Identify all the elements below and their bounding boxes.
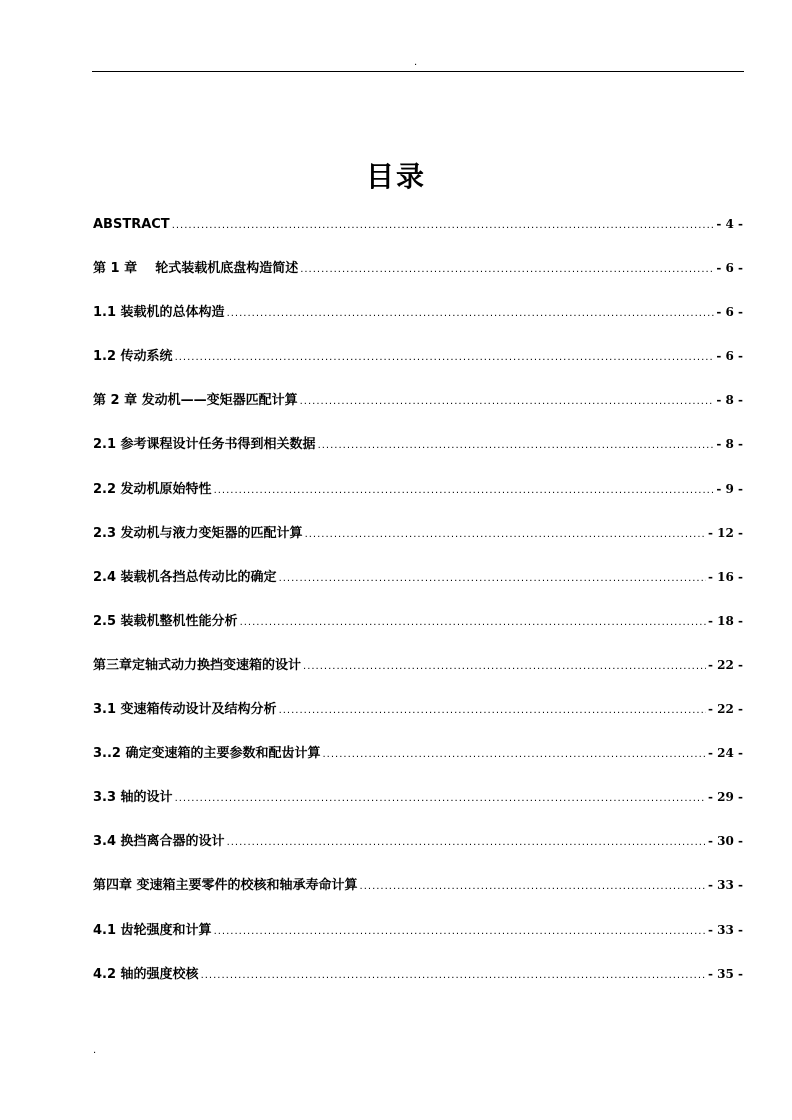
toc-entry-label: 4.2 轴的强度校核 bbox=[93, 966, 199, 982]
toc-dot-leader bbox=[172, 214, 715, 238]
toc-dot-leader bbox=[279, 567, 706, 591]
toc-entry[interactable] bbox=[93, 962, 743, 1006]
toc-entry-label: 2.2 发动机原始特性 bbox=[93, 481, 212, 497]
toc-entry-page-number: - 6 - bbox=[716, 261, 743, 276]
toc-entry-page-number: - 8 - bbox=[716, 393, 743, 408]
toc-entry-page-number: - 22 - bbox=[707, 657, 743, 672]
toc-dot-leader bbox=[318, 434, 715, 458]
toc-dot-leader bbox=[303, 655, 706, 679]
toc-entry[interactable] bbox=[93, 521, 743, 565]
toc-entry[interactable] bbox=[93, 741, 743, 785]
toc-entry-label: 2.5 装载机整机性能分析 bbox=[93, 613, 238, 629]
toc-entry-label: ABSTRACT bbox=[93, 217, 170, 232]
toc-entry[interactable] bbox=[93, 477, 743, 521]
toc-entry-page-number: - 30 - bbox=[707, 834, 743, 849]
toc-entry-page-number: - 18 - bbox=[707, 613, 743, 628]
toc-entry-page-number: - 8 - bbox=[716, 437, 743, 452]
toc-entry[interactable] bbox=[93, 918, 743, 962]
toc-entry-label: 3.3 轴的设计 bbox=[93, 790, 173, 806]
footer-mark: . bbox=[93, 1045, 97, 1056]
toc-entry[interactable] bbox=[93, 873, 743, 917]
toc-dot-leader bbox=[279, 699, 706, 723]
toc-entry-label: 3.1 变速箱传动设计及结构分析 bbox=[93, 702, 277, 718]
toc-entry-page-number: - 6 - bbox=[716, 349, 743, 364]
toc-entry-page-number: - 29 - bbox=[707, 790, 743, 805]
toc-entry-label: 1.2 传动系统 bbox=[93, 349, 173, 365]
toc-entry-page-number: - 33 - bbox=[707, 922, 743, 937]
header-rule bbox=[92, 71, 744, 72]
toc-dot-leader bbox=[240, 611, 706, 635]
toc-entry[interactable] bbox=[93, 785, 743, 829]
toc-dot-leader bbox=[323, 743, 706, 767]
toc-dot-leader bbox=[360, 875, 706, 899]
toc-entry[interactable] bbox=[93, 300, 743, 344]
toc-entry-label: 2.4 装载机各挡总传动比的确定 bbox=[93, 569, 277, 585]
toc-entry-label: 第 1 章 轮式装载机底盘构造简述 bbox=[93, 261, 299, 277]
toc-entry-page-number: - 33 - bbox=[707, 878, 743, 893]
toc-entry[interactable] bbox=[93, 388, 743, 432]
toc-entry-page-number: - 6 - bbox=[716, 305, 743, 320]
toc-dot-leader bbox=[305, 523, 706, 547]
page-title: 目录 bbox=[365, 159, 426, 193]
toc-entry-page-number: - 24 - bbox=[707, 746, 743, 761]
toc-dot-leader bbox=[214, 920, 706, 944]
toc-entry[interactable] bbox=[93, 829, 743, 873]
toc-entry-page-number: - 22 - bbox=[707, 702, 743, 717]
toc-entry[interactable] bbox=[93, 697, 743, 741]
toc-dot-leader bbox=[300, 390, 715, 414]
table-of-contents bbox=[93, 212, 743, 1006]
toc-entry[interactable] bbox=[93, 212, 743, 256]
toc-entry[interactable] bbox=[93, 653, 743, 697]
toc-entry-page-number: - 16 - bbox=[707, 569, 743, 584]
toc-dot-leader bbox=[175, 787, 706, 811]
toc-entry[interactable] bbox=[93, 565, 743, 609]
toc-dot-leader bbox=[201, 964, 706, 988]
toc-entry-page-number: - 12 - bbox=[707, 525, 743, 540]
toc-dot-leader bbox=[227, 831, 706, 855]
toc-entry-label: 2.1 参考课程设计任务书得到相关数据 bbox=[93, 437, 316, 453]
toc-entry-page-number: - 35 - bbox=[707, 966, 743, 981]
toc-entry-label: 2.3 发动机与液力变矩器的匹配计算 bbox=[93, 525, 303, 541]
toc-entry-label: 3..2 确定变速箱的主要参数和配齿计算 bbox=[93, 746, 321, 762]
toc-entry-label: 1.1 装载机的总体构造 bbox=[93, 305, 225, 321]
toc-dot-leader bbox=[300, 258, 714, 282]
header-mark: . bbox=[414, 57, 418, 68]
toc-entry[interactable] bbox=[93, 432, 743, 476]
toc-dot-leader bbox=[227, 302, 715, 326]
toc-dot-leader bbox=[175, 346, 715, 370]
toc-entry[interactable] bbox=[93, 609, 743, 653]
toc-entry-label: 4.1 齿轮强度和计算 bbox=[93, 922, 212, 938]
toc-entry-label: 第 2 章 发动机——变矩器匹配计算 bbox=[93, 393, 298, 409]
toc-entry[interactable] bbox=[93, 344, 743, 388]
toc-entry-page-number: - 9 - bbox=[716, 481, 743, 496]
toc-entry-label: 第四章 变速箱主要零件的校核和轴承寿命计算 bbox=[93, 878, 358, 894]
toc-entry-page-number: - 4 - bbox=[716, 217, 743, 231]
toc-entry-label: 第三章定轴式动力换挡变速箱的设计 bbox=[93, 657, 302, 673]
toc-dot-leader bbox=[214, 479, 715, 503]
toc-entry[interactable] bbox=[93, 256, 743, 300]
toc-entry-label: 3.4 换挡离合器的设计 bbox=[93, 834, 225, 850]
